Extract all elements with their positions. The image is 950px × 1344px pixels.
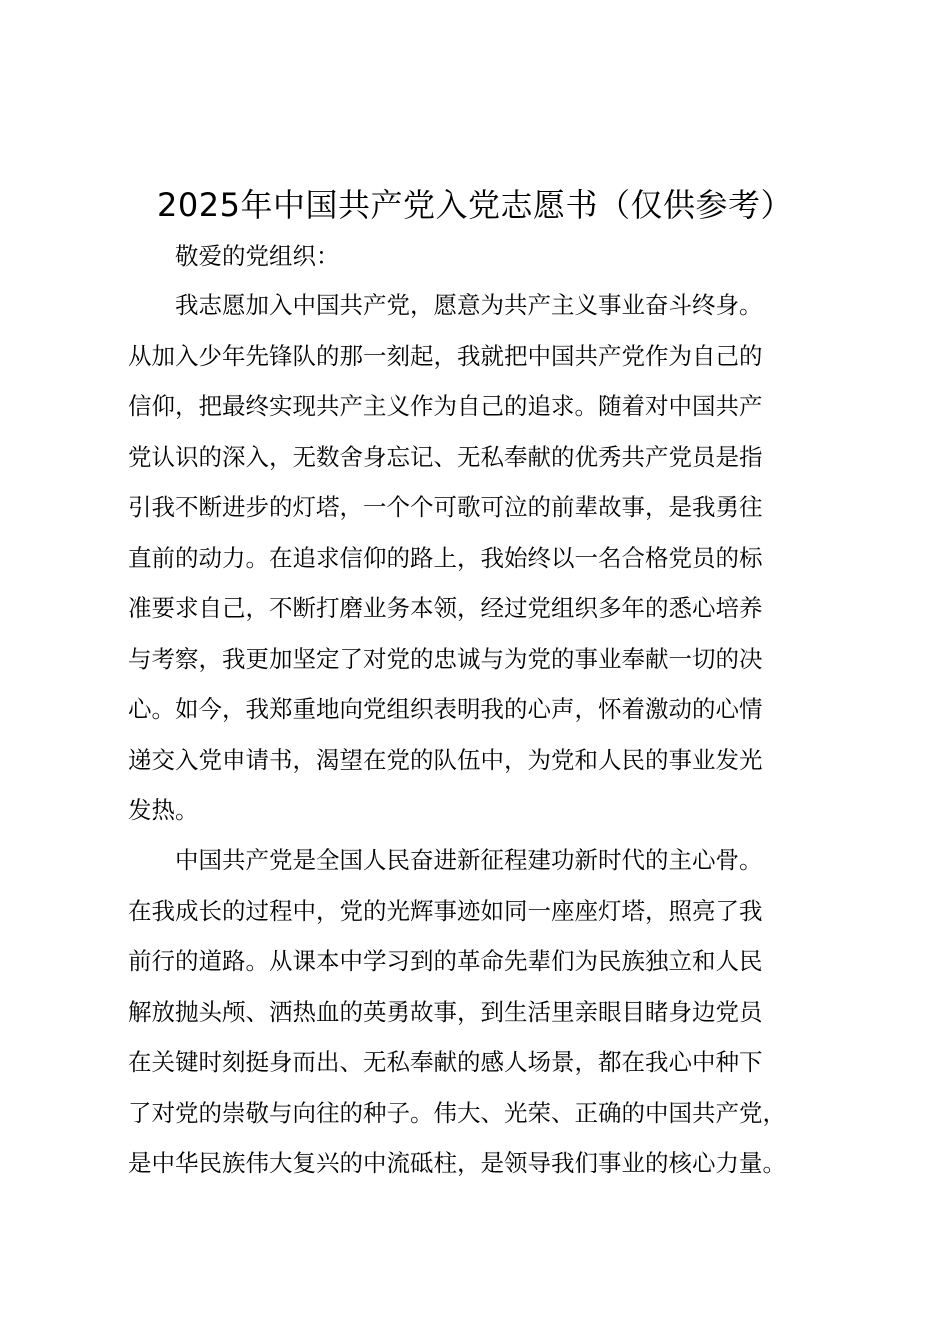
paragraph-line: 与考察，我更加坚定了对党的忠诚与为党的事业奉献一切的决	[128, 644, 763, 673]
paragraph-line: 直前的动力。在追求信仰的路上，我始终以一名合格党员的标	[128, 543, 763, 572]
paragraph-line: 解放抛头颅、洒热血的英勇故事，到生活里亲眼目睹身边党员	[128, 997, 763, 1026]
paragraph-line: 党认识的深入，无数舍身忘记、无私奉献的优秀共产党员是指	[128, 442, 763, 471]
paragraph-line: 前行的道路。从课本中学习到的革命先辈们为民族独立和人民	[128, 947, 763, 975]
paragraph-line: 在关键时刻挺身而出、无私奉献的感人场景，都在我心中种下	[128, 1048, 763, 1076]
paragraph-line: 了对党的崇敬与向往的种子。伟大、光荣、正确的中国共产党，	[128, 1098, 786, 1127]
paragraph-line: 递交入党申请书，渴望在党的队伍中，为党和人民的事业发光	[128, 745, 763, 774]
paragraph-line: 心。如今，我郑重地向党组织表明我的心声，怀着激动的心情	[128, 695, 763, 723]
salutation: 敬爱的党组织：	[175, 242, 340, 270]
paragraph-line: 信仰，把最终实现共产主义作为自己的追求。随着对中国共产	[128, 392, 763, 420]
paragraph-line: 准要求自己，不断打磨业务本领，经过党组织多年的悉心培养	[128, 594, 763, 622]
paragraph-line: 在我成长的过程中，党的光辉事迹如同一座座灯塔，照亮了我	[128, 896, 763, 925]
paragraph-line: 是中华民族伟大复兴的中流砥柱，是领导我们事业的核心力量。	[128, 1149, 786, 1177]
paragraph-line: 引我不断进步的灯塔，一个个可歌可泣的前辈故事，是我勇往	[128, 493, 763, 521]
document-title: 2025年中国共产党入党志愿书（仅供参考）	[157, 186, 793, 224]
paragraph-2	[128, 835, 836, 1189]
paragraph-line: 我志愿加入中国共产党，愿意为共产主义事业奋斗终身。	[175, 291, 763, 319]
paragraph-line: 从加入少年先锋队的那一刻起，我就把中国共产党作为自己的	[128, 341, 763, 370]
paragraph-1	[128, 280, 836, 836]
paragraph-line: 发热。	[128, 796, 199, 824]
paragraph-line: 中国共产党是全国人民奋进新征程建功新时代的主心骨。	[175, 846, 763, 874]
